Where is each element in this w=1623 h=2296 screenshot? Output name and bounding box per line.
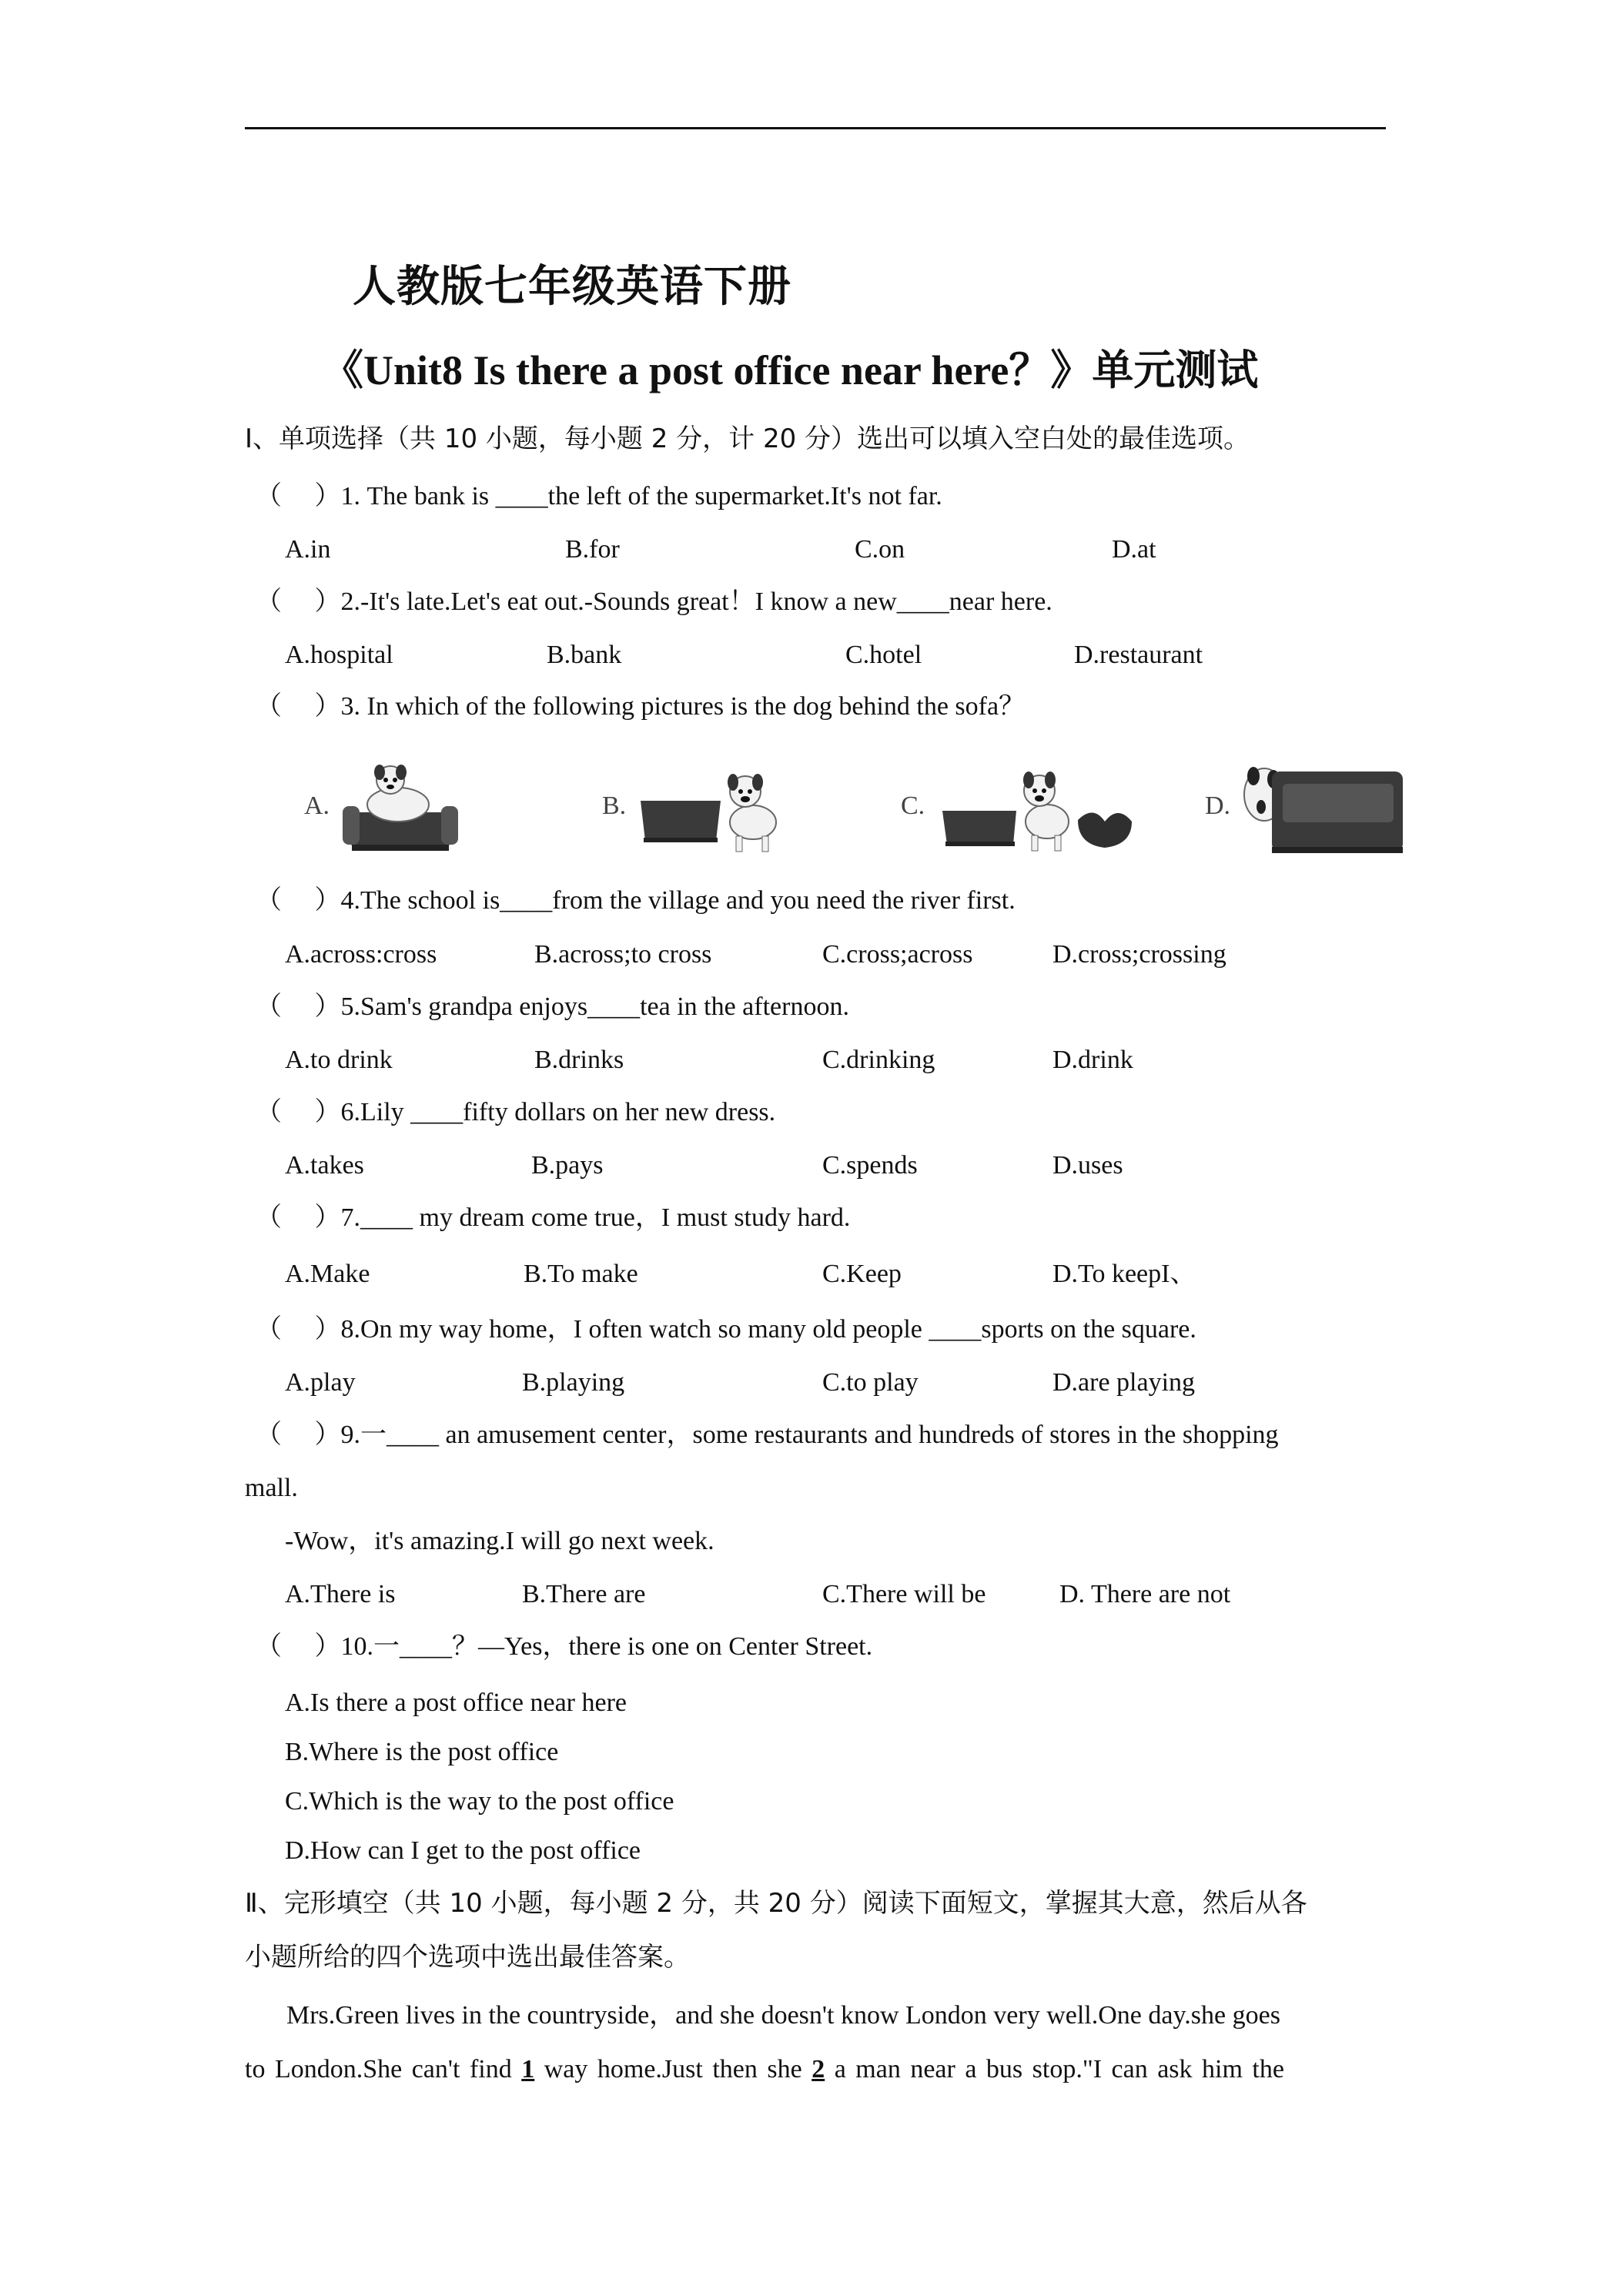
q7-option-a: A.Make [285,1260,370,1288]
q1-option-c: C.on [855,535,905,564]
question-6-stem: （ ）6.Lily ____fifty dollars on her new dress. [256,1098,776,1126]
q5-option-b: B.drinks [534,1046,624,1074]
q4-option-b: B.across;to cross [534,940,712,969]
q2-option-a: A.hospital [285,641,393,669]
question-3-stem: （ ）3. In which of the following pictures is the dog behind the sofa？ [256,692,1026,721]
q6-option-b: B.pays [531,1151,604,1180]
picture-b-label: B. [602,792,627,820]
passage-text-b: way home.Just then she [534,2055,812,2083]
q4-option-c: C.cross;across [822,940,973,969]
q2-option-b: B.bank [547,641,622,669]
section2-heading-line2: 小题所给的四个选项中选出最佳答案。 [245,1942,690,1973]
question-2-stem: （ ）2.-It's late.Let's eat out.-Sounds great！I know a new____near here. [256,587,1052,616]
section2-heading-line1: Ⅱ、完形填空（共 10 小题，每小题 2 分，共 20 分）阅读下面短文，掌握其大意，然后从各 [245,1888,1307,1919]
passage-text-c: a man near a bus stop."I can ask him the [825,2055,1284,2083]
q10-option-d: D.How can I get to the post office [285,1836,641,1865]
q1-option-a: A.in [285,535,331,564]
q4-option-d: D.cross;crossing [1052,940,1226,969]
question-9-stem: （ ）9.一____ an amusement center，some restaurants and hundreds of stores in the shopping [256,1421,1279,1449]
q4-option-a: A.across:cross [285,940,437,969]
q7-option-b: B.To make [524,1260,638,1288]
q9-option-d: D. There are not [1059,1580,1231,1608]
q7-option-c: C.Keep [822,1260,902,1288]
picture-c-label: C. [901,792,925,820]
header-rule [245,127,1386,129]
blank-2: 2 [812,2055,825,2083]
q5-option-d: D.drink [1052,1046,1133,1074]
section1-heading: I、单项选择（共 10 小题，每小题 2 分，计 20 分）选出可以填入空白处的最佳选项。 [245,423,1250,454]
question-9-stem-continued: mall. [245,1474,298,1502]
q10-option-a: A.Is there a post office near here [285,1689,627,1717]
passage-line-2 [245,2054,1284,2085]
page-title: 人教版七年级英语下册 [353,262,791,312]
question-1-stem: （ ）1. The bank is ____the left of the supermarket.It's not far. [256,482,942,510]
passage-text-a: to London.She can't find [245,2055,522,2083]
q1-option-b: B.for [565,535,620,564]
q2-option-d: D.restaurant [1074,641,1203,669]
question-10-stem: （ ）10.一____？—Yes，there is one on Center Street. [256,1632,873,1661]
blank-1: 1 [521,2055,535,2083]
question-4-stem: （ ）4.The school is____from the village and you need the river first. [256,886,1016,915]
picture-d-label: D. [1205,792,1231,820]
question-7-stem: （ ）7.____ my dream come true，I must study hard. [256,1203,851,1232]
picture-a-dog-on-sofa [343,758,458,858]
q6-option-a: A.takes [285,1151,364,1180]
q6-option-d: D.uses [1052,1151,1123,1180]
picture-d-dog-behind-sofa [1238,756,1406,860]
q8-option-b: B.playing [522,1368,625,1397]
q10-option-b: B.Where is the post office [285,1738,559,1766]
picture-c-dog-between-sofa [939,758,1139,858]
q9-option-b: B.There are [522,1580,646,1608]
question-5-stem: （ ）5.Sam's grandpa enjoys____tea in the afternoon. [256,992,849,1021]
q5-option-a: A.to drink [285,1046,393,1074]
q9-option-a: A.There is [285,1580,396,1608]
picture-b-dog-beside-sofa [637,762,791,858]
q8-option-d: D.are playing [1052,1368,1196,1397]
q2-option-c: C.hotel [845,641,922,669]
picture-a-label: A. [304,792,330,820]
q1-option-d: D.at [1112,535,1156,564]
q10-option-c: C.Which is the way to the post office [285,1787,674,1816]
q8-option-c: C.to play [822,1368,919,1397]
q6-option-c: C.spends [822,1151,918,1180]
q7-option-d: D.To keepI、 [1052,1260,1196,1288]
question-9-reply: -Wow，it's amazing.I will go next week. [285,1527,714,1555]
question-8-stem: （ ）8.On my way home，I often watch so many old people ____sports on the square. [256,1315,1196,1344]
q9-option-c: C.There will be [822,1580,986,1608]
q8-option-a: A.play [285,1368,356,1397]
q5-option-c: C.drinking [822,1046,935,1074]
page-subtitle: 《Unit8 Is there a post office near here？》单元测试 [322,347,1259,393]
passage-line-1: Mrs.Green lives in the countryside，and she doesn't know London very well.One day.she goes [286,2001,1280,2030]
